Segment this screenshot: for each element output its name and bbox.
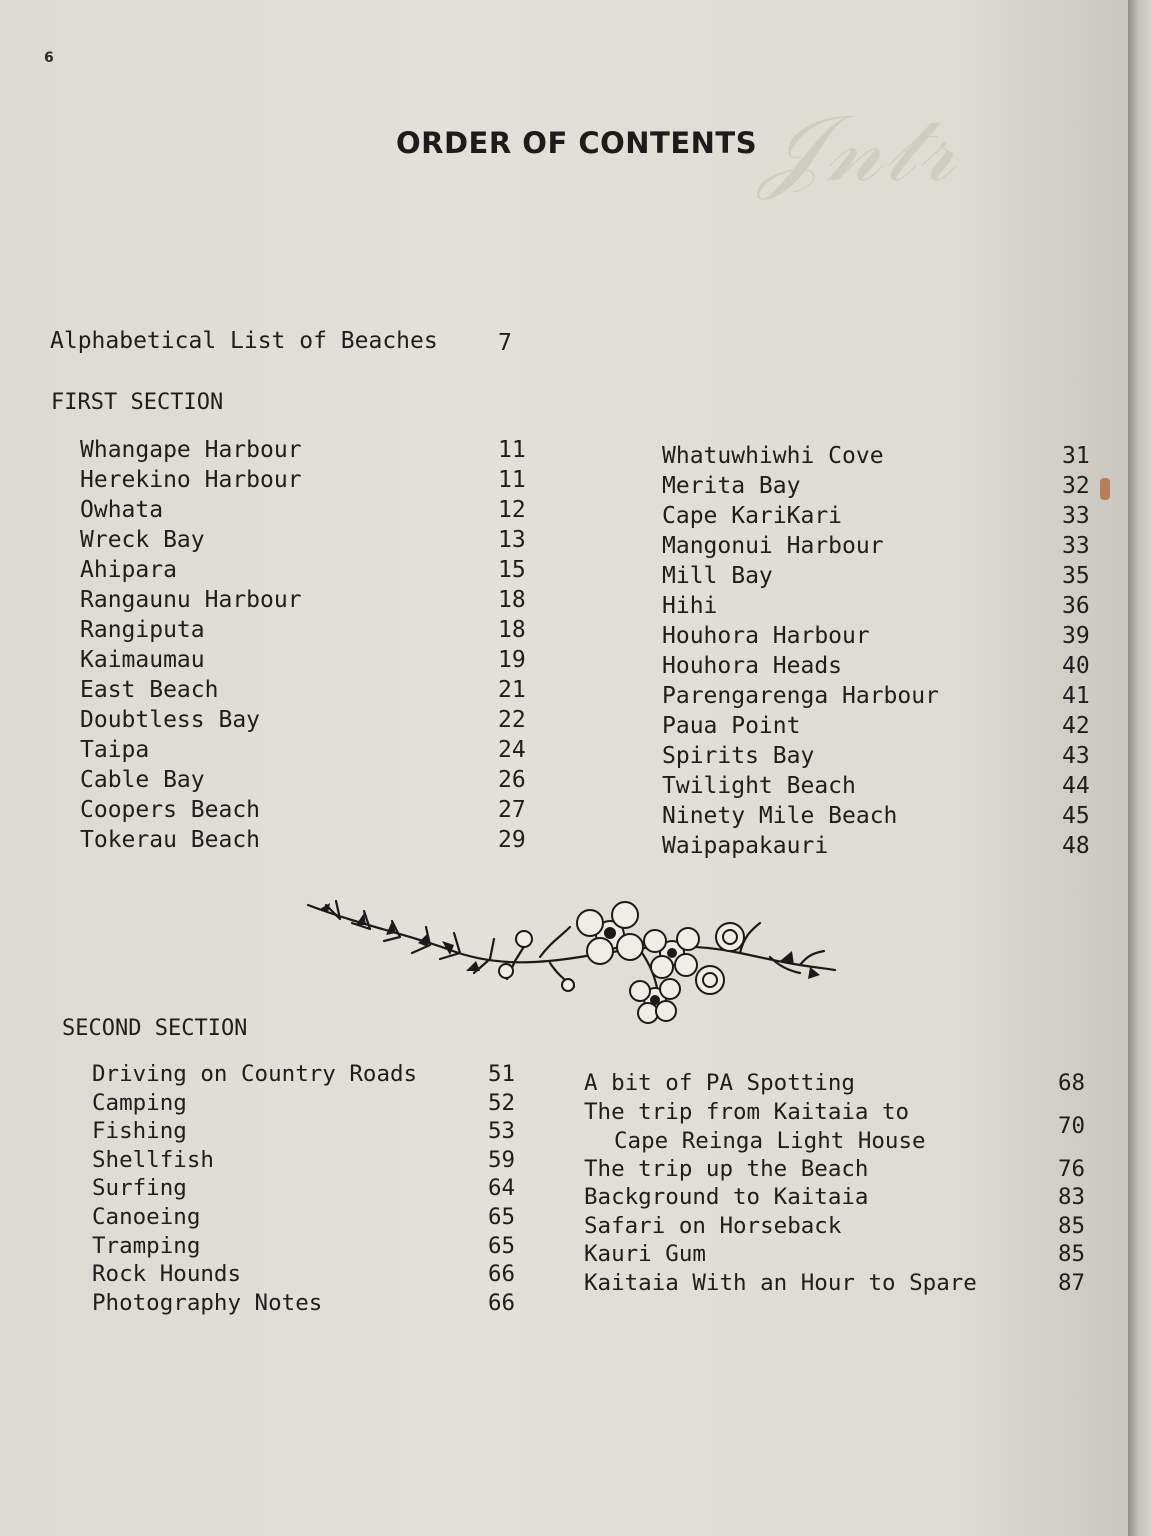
toc-entry (80, 737, 550, 767)
toc-entry-label: Merita Bay (662, 473, 801, 499)
toc-entry (80, 827, 550, 857)
toc-entry (584, 1099, 1094, 1156)
toc-entry-label: Surfing (92, 1175, 187, 1202)
toc-entry (92, 1147, 532, 1176)
toc-entry (584, 1184, 1094, 1213)
toc-entry-label: Mangonui Harbour (662, 533, 884, 559)
toc-entry-label: Cable Bay (80, 767, 205, 793)
toc-entry (662, 563, 1102, 593)
page-number: 6 (44, 50, 54, 66)
toc-entry-page: 11 (498, 467, 526, 493)
toc-entry-page: 68 (1058, 1070, 1086, 1096)
toc-entry (92, 1290, 532, 1319)
toc-entry (80, 467, 550, 497)
toc-entry-label: Taipa (80, 737, 150, 763)
toc-entry-page: 22 (498, 707, 526, 733)
toc-entry (92, 1118, 532, 1147)
toc-entry (662, 503, 1102, 533)
toc-entry (662, 623, 1102, 653)
toc-entry-label: Driving on Country Roads (92, 1061, 418, 1087)
toc-entry-label: Houhora Heads (662, 653, 843, 679)
toc-entry-label: Rangiputa (80, 617, 205, 643)
toc-entry-label: Safari on Horseback (584, 1212, 842, 1239)
toc-entry-page: 65 (488, 1203, 516, 1230)
toc-entry (662, 473, 1102, 503)
toc-entry-page: 87 (1058, 1269, 1086, 1296)
toc-entry-label: Ahipara (80, 557, 177, 583)
toc-entry (80, 707, 550, 737)
toc-entry (92, 1061, 532, 1090)
toc-entry-label: Wreck Bay (80, 527, 205, 553)
toc-entry-page: 31 (1062, 443, 1090, 469)
toc-entry-label: Mill Bay (662, 563, 773, 589)
toc-entry (662, 773, 1102, 803)
toc-entry-page: 18 (498, 617, 526, 643)
toc-entry-page: 41 (1062, 683, 1090, 709)
toc-entry-label: Hihi (662, 593, 718, 619)
second-section-heading: SECOND SECTION (62, 1016, 248, 1041)
toc-entry-page: 44 (1062, 773, 1090, 799)
toc-entry-page: 26 (498, 767, 526, 793)
toc-entry-label: Ninety Mile Beach (662, 803, 898, 829)
toc-entry (662, 593, 1102, 623)
toc-entry-page: 13 (498, 527, 526, 553)
toc-entry-label: A bit of PA Spotting (584, 1070, 855, 1096)
toc-entry-page: 33 (1062, 503, 1090, 529)
toc-entry-label-continued: Cape Reinga Light House (614, 1127, 926, 1154)
toc-entry (80, 677, 550, 707)
toc-entry (92, 1090, 532, 1119)
toc-entry-page: 66 (488, 1289, 516, 1316)
toc-entry (662, 533, 1102, 563)
toc-entry-label: Parengarenga Harbour (662, 683, 939, 709)
toc-entry (80, 797, 550, 827)
toc-entry-page: 85 (1058, 1212, 1086, 1239)
toc-entry-label: Twilight Beach (662, 773, 856, 799)
toc-entry-label: Herekino Harbour (80, 467, 302, 493)
toc-entry-page: 24 (498, 737, 526, 763)
toc-entry-page: 45 (1062, 803, 1090, 829)
toc-entry-page: 15 (498, 557, 526, 583)
toc-entry-label: The trip from Kaitaia to (584, 1098, 910, 1125)
toc-entry-label: East Beach (80, 677, 219, 703)
toc-entry (662, 443, 1102, 473)
book-spine-edge (1128, 0, 1152, 1536)
first-section-right-list (662, 443, 1102, 863)
toc-entry (80, 437, 550, 467)
toc-entry-page: 70 (1058, 1112, 1086, 1139)
toc-entry-label: Cape KariKari (662, 503, 843, 529)
toc-entry (662, 683, 1102, 713)
toc-entry-page: 27 (498, 797, 526, 823)
toc-entry (662, 743, 1102, 773)
toc-entry-page: 48 (1062, 833, 1090, 859)
toc-entry-page: 66 (488, 1261, 516, 1288)
toc-entry-page: 53 (488, 1118, 516, 1145)
second-section-left-list (92, 1061, 532, 1318)
show-through-decoration: 𝒥𝓃𝓉𝓇 (760, 95, 958, 202)
toc-entry-label: Whangape Harbour (80, 437, 302, 463)
toc-entry (584, 1270, 1094, 1299)
toc-entry (584, 1156, 1094, 1185)
toc-entry-label: Paua Point (662, 713, 801, 739)
first-section-left-list (80, 437, 550, 857)
toc-entry-label: Coopers Beach (80, 797, 261, 823)
toc-entry-label: Rock Hounds (92, 1261, 242, 1288)
alpha-list-label: Alphabetical List of Beaches (50, 328, 438, 354)
toc-entry (662, 833, 1102, 863)
toc-entry-page: 19 (498, 647, 526, 673)
flower-branch-ornament (300, 895, 840, 1025)
toc-entry (80, 647, 550, 677)
toc-entry-label: Waipapakauri (662, 833, 829, 859)
toc-entry-label: Owhata (80, 497, 164, 523)
toc-entry-label: Spirits Bay (662, 743, 815, 769)
toc-entry-label: Whatuwhiwhi Cove (662, 443, 884, 469)
toc-entry-page: 76 (1058, 1155, 1086, 1182)
toc-entry (80, 587, 550, 617)
toc-entry-page: 21 (498, 677, 526, 703)
toc-entry-page: 59 (488, 1146, 516, 1173)
toc-entry-label: Camping (92, 1089, 187, 1116)
toc-entry-page: 35 (1062, 563, 1090, 589)
toc-entry-label: Photography Notes (92, 1289, 323, 1316)
toc-entry (80, 527, 550, 557)
toc-entry-page: 42 (1062, 713, 1090, 739)
toc-entry-page: 43 (1062, 743, 1090, 769)
toc-entry-page: 52 (488, 1089, 516, 1116)
toc-entry-page: 33 (1062, 533, 1090, 559)
toc-entry-page: 64 (488, 1175, 516, 1202)
toc-entry (80, 767, 550, 797)
toc-entry-page: 39 (1062, 623, 1090, 649)
alpha-list-page: 7 (498, 330, 512, 356)
toc-entry-label: Canoeing (92, 1203, 201, 1230)
second-section-right-list (584, 1070, 1094, 1299)
toc-entry-label: Houhora Harbour (662, 623, 870, 649)
toc-entry-label: Tokerau Beach (80, 827, 261, 853)
toc-entry (92, 1261, 532, 1290)
toc-entry-label: Kauri Gum (584, 1241, 706, 1268)
toc-entry-page: 40 (1062, 653, 1090, 679)
toc-entry (662, 803, 1102, 833)
toc-entry (92, 1175, 532, 1204)
toc-entry (662, 653, 1102, 683)
toc-entry-page: 85 (1058, 1241, 1086, 1268)
toc-entry-label: Fishing (92, 1118, 187, 1145)
toc-entry-label: Background to Kaitaia (584, 1184, 869, 1211)
toc-entry (80, 497, 550, 527)
page-title: ORDER OF CONTENTS (396, 126, 758, 160)
toc-entry (92, 1204, 532, 1233)
toc-entry-label: Kaimaumau (80, 647, 205, 673)
toc-entry-page: 18 (498, 587, 526, 613)
toc-entry-page: 29 (498, 827, 526, 853)
toc-entry-page: 65 (488, 1232, 516, 1259)
toc-entry-page: 83 (1058, 1184, 1086, 1211)
toc-entry-label: Rangaunu Harbour (80, 587, 302, 613)
toc-entry-label: Doubtless Bay (80, 707, 261, 733)
toc-entry (80, 557, 550, 587)
toc-entry-label: Kaitaia With an Hour to Spare (584, 1269, 977, 1296)
toc-entry-page: 11 (498, 437, 526, 463)
toc-entry (584, 1070, 1094, 1099)
toc-entry-page: 36 (1062, 593, 1090, 619)
toc-entry-page: 32 (1062, 473, 1090, 499)
toc-entry-page: 12 (498, 497, 526, 523)
toc-entry (662, 713, 1102, 743)
toc-entry (80, 617, 550, 647)
toc-entry-label: The trip up the Beach (584, 1155, 869, 1182)
toc-entry (584, 1241, 1094, 1270)
toc-entry (92, 1233, 532, 1262)
toc-entry-page: 51 (488, 1061, 516, 1087)
toc-entry-label: Shellfish (92, 1146, 214, 1173)
toc-entry-label: Tramping (92, 1232, 201, 1259)
first-section-heading: FIRST SECTION (51, 390, 224, 415)
toc-entry (584, 1213, 1094, 1242)
